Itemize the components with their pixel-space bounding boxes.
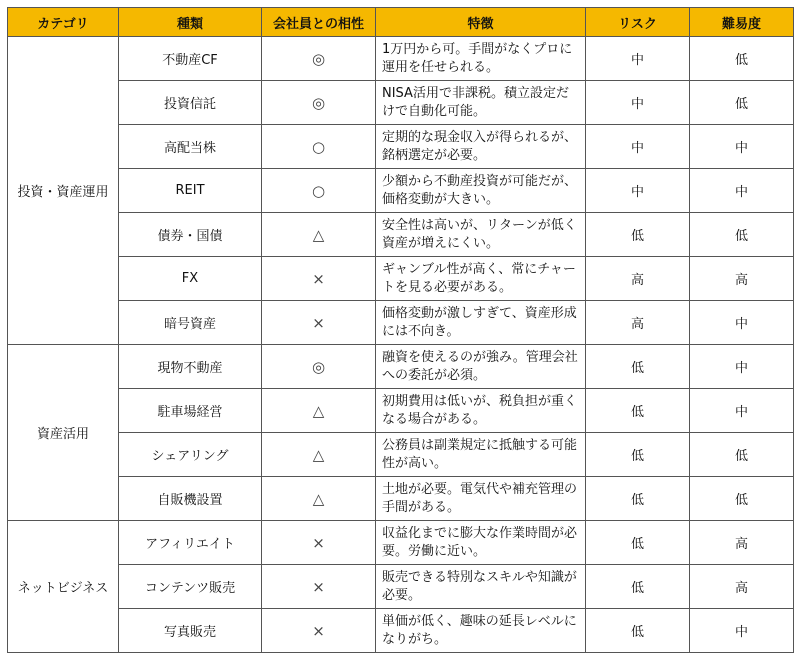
compatibility-cell: ○ (262, 169, 376, 213)
feature-cell: 少額から不動産投資が可能だが、価格変動が大きい。 (376, 169, 586, 213)
difficulty-cell: 高 (690, 521, 794, 565)
type-cell: 高配当株 (119, 125, 262, 169)
type-cell: 不動産CF (119, 37, 262, 81)
compatibility-cell: × (262, 521, 376, 565)
category-cell: 投資・資産運用 (8, 37, 119, 345)
difficulty-cell: 低 (690, 433, 794, 477)
feature-cell: 初期費用は低いが、税負担が重くなる場合がある。 (376, 389, 586, 433)
compatibility-cell: × (262, 301, 376, 345)
header-feature: 特徴 (376, 8, 586, 37)
difficulty-cell: 中 (690, 609, 794, 653)
difficulty-cell: 中 (690, 169, 794, 213)
type-cell: 債券・国債 (119, 213, 262, 257)
table-row (8, 37, 794, 81)
compatibility-cell: × (262, 609, 376, 653)
difficulty-cell: 高 (690, 565, 794, 609)
type-cell: 写真販売 (119, 609, 262, 653)
type-cell: REIT (119, 169, 262, 213)
risk-cell: 中 (586, 169, 690, 213)
difficulty-cell: 中 (690, 389, 794, 433)
difficulty-cell: 高 (690, 257, 794, 301)
risk-cell: 低 (586, 565, 690, 609)
table-row (8, 169, 794, 213)
risk-cell: 低 (586, 345, 690, 389)
feature-cell: 単価が低く、趣味の延長レベルになりがち。 (376, 609, 586, 653)
feature-cell: 収益化までに膨大な作業時間が必要。労働に近い。 (376, 521, 586, 565)
feature-cell: ギャンブル性が高く、常にチャートを見る必要がある。 (376, 257, 586, 301)
feature-cell: 1万円から可。手間がなくプロに運用を任せられる。 (376, 37, 586, 81)
table-row (8, 81, 794, 125)
risk-cell: 低 (586, 521, 690, 565)
type-cell: 自販機設置 (119, 477, 262, 521)
table-row (8, 345, 794, 389)
compatibility-cell: × (262, 565, 376, 609)
compatibility-cell: ○ (262, 125, 376, 169)
risk-cell: 低 (586, 213, 690, 257)
compatibility-cell: ◎ (262, 345, 376, 389)
table-row (8, 301, 794, 345)
risk-cell: 高 (586, 301, 690, 345)
type-cell: コンテンツ販売 (119, 565, 262, 609)
table-row (8, 213, 794, 257)
compatibility-cell: △ (262, 477, 376, 521)
type-cell: 投資信託 (119, 81, 262, 125)
type-cell: シェアリング (119, 433, 262, 477)
compatibility-cell: △ (262, 389, 376, 433)
risk-cell: 中 (586, 37, 690, 81)
compatibility-cell: ◎ (262, 81, 376, 125)
difficulty-cell: 低 (690, 81, 794, 125)
feature-cell: 安全性は高いが、リターンが低く資産が増えにくい。 (376, 213, 586, 257)
risk-cell: 低 (586, 433, 690, 477)
table-row (8, 565, 794, 609)
difficulty-cell: 低 (690, 213, 794, 257)
risk-cell: 中 (586, 81, 690, 125)
risk-cell: 低 (586, 389, 690, 433)
difficulty-cell: 中 (690, 345, 794, 389)
table-row (8, 257, 794, 301)
risk-cell: 高 (586, 257, 690, 301)
feature-cell: 定期的な現金収入が得られるが、銘柄選定が必要。 (376, 125, 586, 169)
type-cell: 暗号資産 (119, 301, 262, 345)
header-type: 種類 (119, 8, 262, 37)
risk-cell: 低 (586, 609, 690, 653)
type-cell: 現物不動産 (119, 345, 262, 389)
header-compatibility: 会社員との相性 (262, 8, 376, 37)
type-cell: FX (119, 257, 262, 301)
compatibility-cell: × (262, 257, 376, 301)
header-row (8, 8, 794, 37)
category-cell: 資産活用 (8, 345, 119, 521)
compatibility-cell: △ (262, 433, 376, 477)
category-cell: ネットビジネス (8, 521, 119, 653)
table-row (8, 609, 794, 653)
feature-cell: 融資を使えるのが強み。管理会社への委託が必須。 (376, 345, 586, 389)
feature-cell: NISA活用で非課税。積立設定だけで自動化可能。 (376, 81, 586, 125)
table-row (8, 389, 794, 433)
type-cell: アフィリエイト (119, 521, 262, 565)
difficulty-cell: 低 (690, 37, 794, 81)
header-category: カテゴリ (8, 8, 119, 37)
comparison-table (7, 7, 794, 653)
difficulty-cell: 低 (690, 477, 794, 521)
feature-cell: 公務員は副業規定に抵触する可能性が高い。 (376, 433, 586, 477)
feature-cell: 土地が必要。電気代や補充管理の手間がある。 (376, 477, 586, 521)
table-row (8, 477, 794, 521)
feature-cell: 価格変動が激しすぎて、資産形成には不向き。 (376, 301, 586, 345)
type-cell: 駐車場経営 (119, 389, 262, 433)
risk-cell: 中 (586, 125, 690, 169)
table-row (8, 521, 794, 565)
header-difficulty: 難易度 (690, 8, 794, 37)
risk-cell: 低 (586, 477, 690, 521)
difficulty-cell: 中 (690, 301, 794, 345)
table-row (8, 125, 794, 169)
table-row (8, 433, 794, 477)
difficulty-cell: 中 (690, 125, 794, 169)
table-body (8, 37, 794, 653)
compatibility-cell: ◎ (262, 37, 376, 81)
feature-cell: 販売できる特別なスキルや知識が必要。 (376, 565, 586, 609)
header-risk: リスク (586, 8, 690, 37)
compatibility-cell: △ (262, 213, 376, 257)
